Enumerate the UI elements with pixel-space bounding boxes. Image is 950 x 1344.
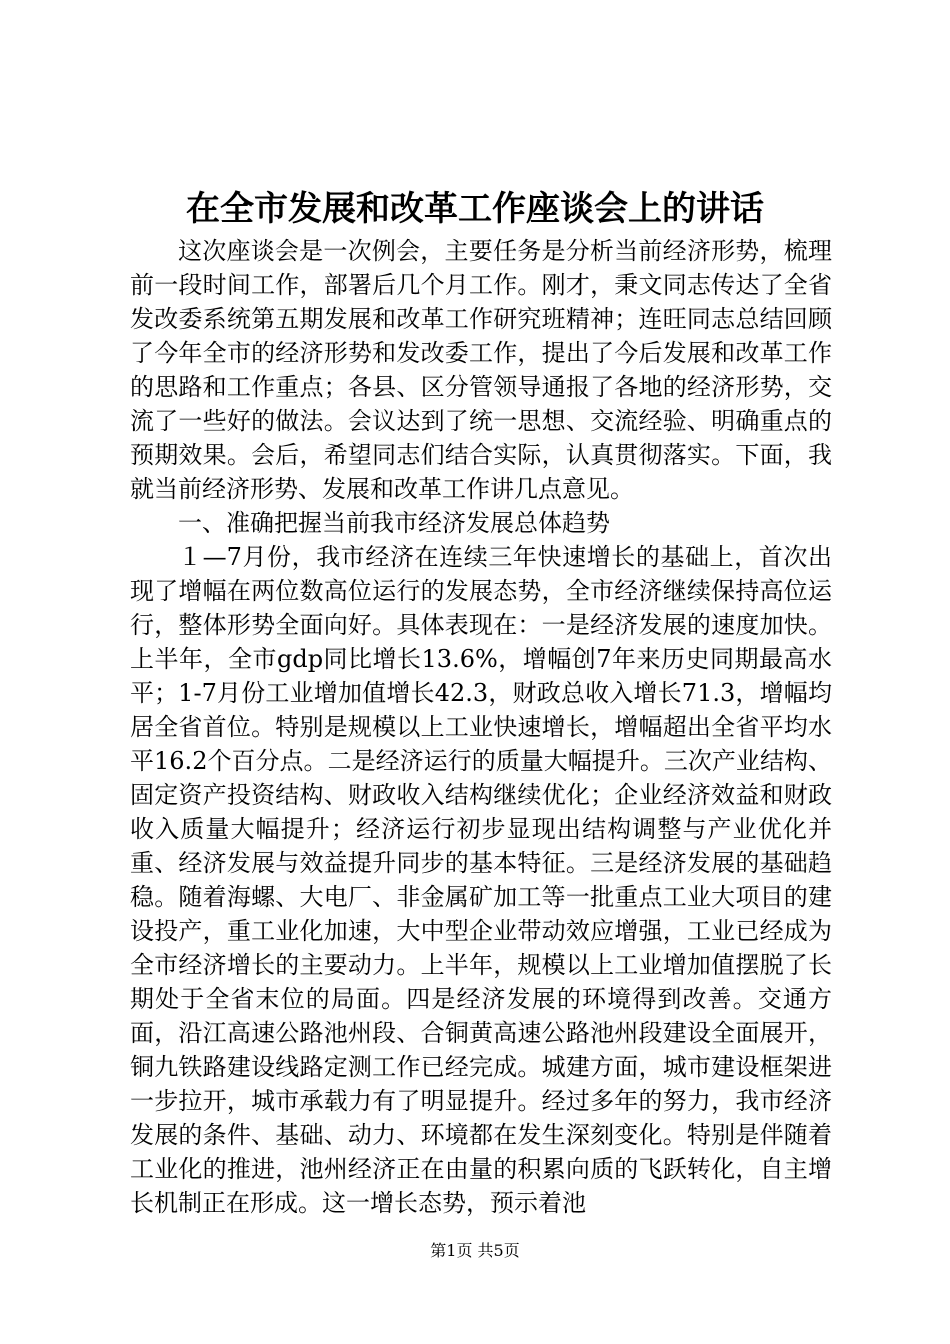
section-heading: 一、准确把握当前我市经济发展总体趋势 <box>178 509 610 537</box>
page-footer: 第1页 共5页 <box>430 1241 520 1260</box>
intro-paragraph: 这次座谈会是一次例会，主要任务是分析当前经济形势，梳理前一段时间工作，部署后几个月工作。刚才，秉文同志传达了全省发改委系统第五期发展和改革工作研究班精神；连旺同志总结回顾了今年全市的经济形势和发改委工作，提出了今后发展和改革工作的思路和工作重点；各县、区分管领导通报了各地的经济形势，交流了一些好的做法。会议达到了统一思想、交流经验、明确重点的预期效果。会后，希望同志们结合实际，认真贯彻落实。下面，我就当前经济形势、发展和改革工作讲几点意见。 <box>130 237 832 503</box>
document-body <box>130 234 832 1217</box>
document-title: 在全市发展和改革工作座谈会上的讲话 <box>186 189 764 229</box>
body-paragraph: １—7月份，我市经济在连续三年快速增长的基础上，首次出现了增幅在两位数高位运行的发展态势，全市经济继续保持高位运行，整体形势全面向好。具体表现在：一是经济发展的速度加快。上半年，全市gdp同比增长13.6%，增幅创7年来历史同期最高水平；1-7月份工业增加值增长42.3，财政总收入增长71.3，增幅均居全省首位。特别是规模以上工业快速增长，增幅超出全省平均水平16.2个百分点。二是经济运行的质量大幅提升。三次产业结构、固定资产投资结构、财政收入结构继续优化；企业经济效益和财政收入质量大幅提升；经济运行初步显现出结构调整与产业优化并重、经济发展与效益提升同步的基本特征。三是经济发展的基础趋稳。随着海螺、大电厂、非金属矿加工等一批重点工业大项目的建设投产，重工业化加速，大中型企业带动效应增强，工业已经成为全市经济增长的主要动力。上半年，规模以上工业增加值摆脱了长期处于全省末位的局面。四是经济发展的环境得到改善。交通方面，沿江高速公路池州段、合铜黄高速公路池州段建设全面展开，铜九铁路建设线路定测工作已经完成。城建方面，城市建设框架进一步拉开，城市承载力有了明显提升。经过多年的努力，我市经济发展的条件、基础、动力、环境都在发生深刻变化。特别是伴随着工业化的推进，池州经济正在由量的积累向质的飞跃转化，自主增长机制正在形成。这一增长态势，预示着池 <box>130 543 832 1217</box>
